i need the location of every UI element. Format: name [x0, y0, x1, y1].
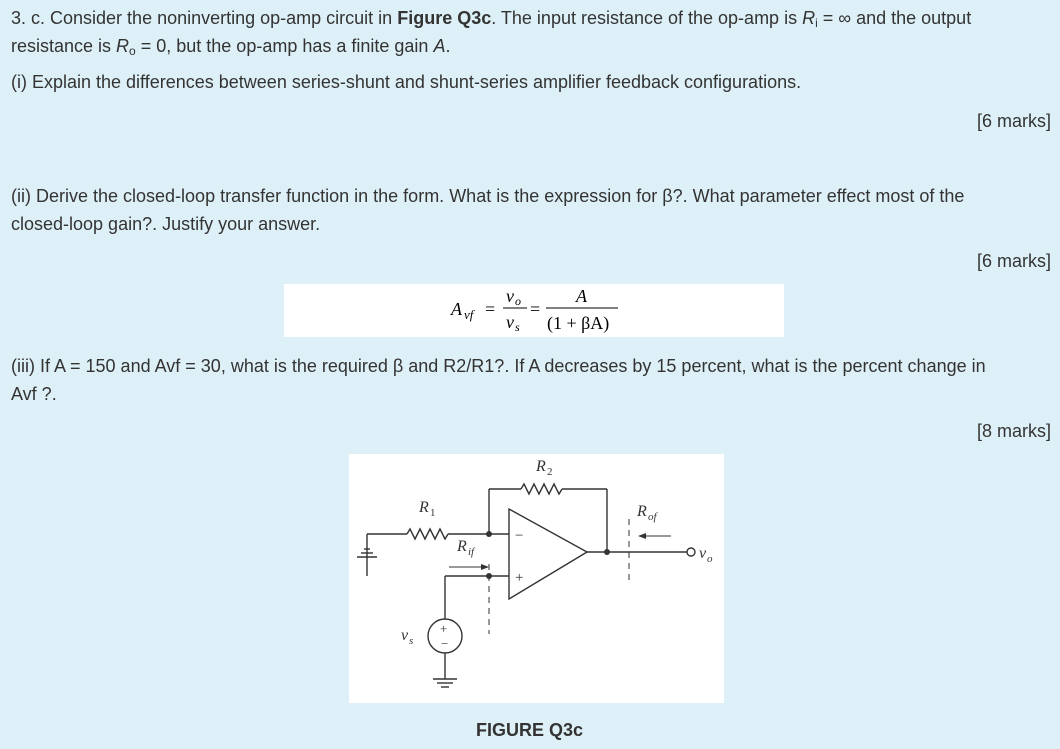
- part-ii-marks: [6 marks]: [976, 251, 1051, 271]
- eq-equals-2: =: [530, 299, 541, 319]
- intro-line2-b: = 0, but the op-amp has a finite gain: [135, 36, 434, 56]
- part-ii-line2: closed-loop gain?. Justify your answer.: [11, 214, 321, 234]
- intro-text: 3. c. Consider the noninverting op-amp circuit in: [11, 8, 398, 28]
- source-plus-sign: +: [440, 621, 448, 636]
- vo-label: v: [699, 545, 707, 562]
- ri-subscript: i: [815, 16, 818, 30]
- part-ii-line1: (ii) Derive the closed-loop transfer function in the form. What is the expression for β?. What parameter effect most of the: [11, 186, 965, 206]
- part-iii-text: [11, 352, 1050, 408]
- circuit-figure: [349, 454, 724, 703]
- r1-label: R: [419, 499, 429, 516]
- r2-label: R: [536, 458, 546, 475]
- rof-subscript: of: [648, 511, 657, 523]
- part-ii-text: [11, 182, 1050, 238]
- intro-end: .: [445, 36, 451, 56]
- rof-label: R: [637, 503, 647, 520]
- part-i-text: (i) Explain the differences between series-shunt and shunt-series amplifier feedback configurations.: [11, 72, 802, 92]
- eq-num1: v: [506, 286, 514, 306]
- eq-lhs: A: [451, 299, 462, 319]
- eq-num2: A: [576, 286, 587, 306]
- intro-line2: resistance is: [11, 36, 117, 56]
- vs-subscript: s: [409, 635, 414, 647]
- noninverting-sign: +: [515, 570, 524, 586]
- part-iii-line2: Avf ?.: [11, 384, 57, 404]
- intro-text-2: . The input resistance of the op-amp is: [491, 8, 803, 28]
- figure-caption: FIGURE Q3c: [476, 720, 584, 740]
- eq-equals-1: =: [485, 299, 496, 319]
- eq-lhs-sub: vf: [464, 307, 474, 322]
- gain-symbol: A: [433, 36, 446, 56]
- ro-subscript: o: [129, 44, 136, 58]
- inverting-sign: −: [515, 528, 524, 544]
- ri-symbol: R: [802, 8, 816, 28]
- figure-reference: Figure Q3c: [397, 8, 492, 28]
- r2-subscript: 2: [547, 466, 553, 478]
- eq-num1-sub: o: [515, 294, 521, 308]
- rif-label: R: [457, 538, 467, 555]
- eq-den2: (1 + βA): [547, 313, 610, 333]
- part-iii-line1: (iii) If A = 150 and Avf = 30, what is the required β and R2/R1?. If A decreases by 15 percent, what is the percent change in: [11, 356, 986, 376]
- eq-den1: v: [506, 312, 514, 332]
- part-i-marks: [6 marks]: [976, 111, 1051, 131]
- transfer-function-equation: [284, 284, 784, 337]
- equation-box: [284, 284, 784, 337]
- rif-subscript: if: [468, 546, 475, 558]
- ro-symbol: R: [116, 36, 130, 56]
- part-iii-marks: [8 marks]: [976, 421, 1051, 441]
- source-minus-sign: −: [441, 636, 449, 651]
- question-intro: [11, 4, 1050, 60]
- vo-subscript: o: [707, 553, 713, 565]
- op-amp-circuit-diagram: [349, 454, 724, 703]
- r1-subscript: 1: [430, 507, 436, 519]
- ri-value: = ∞ and the output: [817, 8, 972, 28]
- vs-label: v: [401, 627, 409, 644]
- eq-den1-sub: s: [515, 320, 520, 334]
